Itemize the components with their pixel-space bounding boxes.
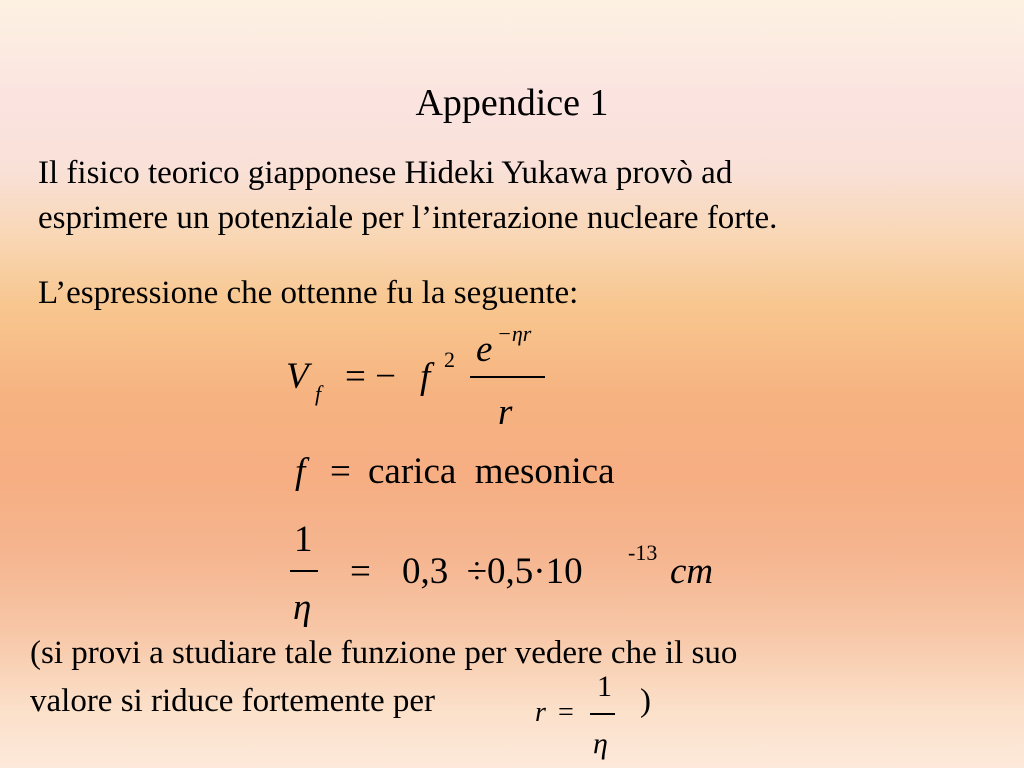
- formula3-exponent: -13: [628, 540, 658, 565]
- formula1-f: f: [420, 356, 431, 397]
- formula3-denominator-eta: η: [293, 587, 312, 628]
- formula3-fraction-bar: [290, 570, 318, 572]
- formula3-value: 0,3 ÷0,5·10: [402, 551, 583, 592]
- note-close-paren: ): [640, 683, 651, 719]
- formula1-numerator-exponent: −ηr: [497, 321, 532, 346]
- formula1-fraction-bar: [470, 376, 545, 378]
- formula4-r: r: [535, 697, 546, 728]
- formula4-numerator-1: 1: [597, 670, 612, 703]
- paragraph-line-2: esprimere un potenziale per l’interazione nucleare forte.: [38, 200, 778, 236]
- formula1-exponent-2: 2: [444, 347, 455, 372]
- paragraph-expression-intro: L’espressione che ottenne fu la seguente:: [38, 275, 579, 311]
- formula3-numerator-1: 1: [294, 519, 313, 560]
- formula2-f: f: [295, 451, 306, 492]
- formula1-subscript-f: f: [315, 381, 322, 406]
- formula1-denominator-r: r: [498, 392, 513, 433]
- formula1-numerator-e: e: [476, 329, 493, 370]
- paragraph-line-1: Il fisico teorico giapponese Hideki Yukawa provò ad: [38, 155, 733, 191]
- slide-title: Appendice 1: [415, 82, 609, 124]
- note-line-1: (si provi a studiare tale funzione per vedere che il suo: [30, 635, 738, 671]
- formula2-equals: =: [330, 451, 351, 492]
- formula3-unit: cm: [670, 551, 714, 592]
- formula1-V: V: [286, 356, 309, 397]
- formula2-text: carica mesonica: [368, 451, 615, 492]
- formula3-equals: =: [350, 551, 371, 592]
- formula4-equals: =: [558, 697, 574, 728]
- formula4-fraction-bar: [590, 713, 615, 715]
- formula1-equals-minus: = −: [345, 356, 396, 397]
- formula4-denominator-eta: η: [593, 727, 608, 760]
- note-line-2: valore si riduce fortemente per: [30, 683, 435, 719]
